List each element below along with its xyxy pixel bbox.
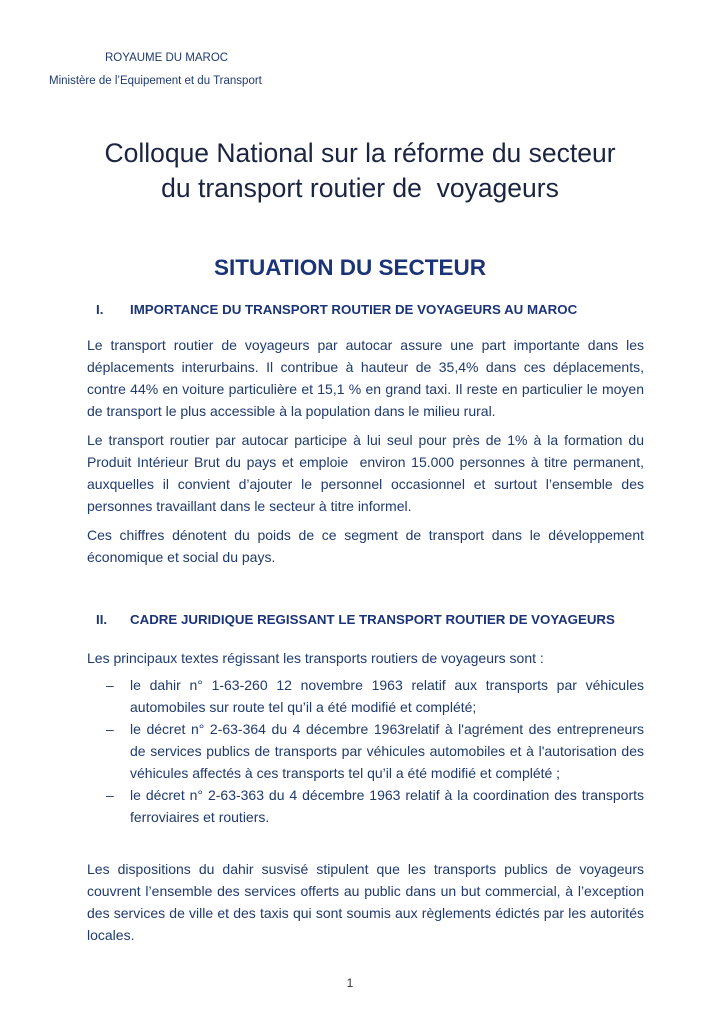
document-title-line1: Colloque National sur la réforme du secteur — [104, 138, 616, 168]
list-item-text: le décret n° 2-63-363 du 4 décembre 1963 relatif à la coordination des transports ferroviaires et routiers. — [130, 787, 644, 825]
section-1-heading — [96, 302, 577, 317]
section-title: SITUATION DU SECTEUR — [213, 255, 487, 280]
legal-texts-list — [100, 674, 644, 828]
list-item-text: le décret n° 2-63-364 du 4 décembre 1963relatif à l'agrément des entrepreneurs de services publics de transports par véhicules automobiles et à l'autorisation des véhicules affectés à ces transports tel qu’il a été modifié et complété ; — [130, 721, 644, 781]
section-1-heading-text: IMPORTANCE DU TRANSPORT ROUTIER DE VOYAGEURS AU MAROC — [130, 302, 578, 317]
section-2-number: II. — [96, 612, 108, 627]
list-item — [100, 674, 644, 718]
list-item-text: le dahir n° 1-63-260 12 novembre 1963 relatif aux transports par véhicules automobiles sur route tel qu’il a été modifié et complété; — [130, 677, 644, 715]
section-2-intro: Les principaux textes régissant les transports routiers de voyageurs sont : — [87, 650, 544, 666]
list-item — [100, 784, 644, 828]
document-title — [40, 136, 680, 206]
section-1-paragraph-3: Ces chiffres dénotent du poids de ce segment de transport dans le développement économique et social du pays. — [87, 527, 644, 565]
section-1-number: I. — [96, 302, 104, 317]
document-title-line2: du transport routier de voyageurs — [161, 173, 559, 203]
bullet-dash: – — [106, 787, 114, 803]
section-1-paragraph-2: Le transport routier par autocar participe à lui seul pour près de 1% à la formation du Produit Intérieur Brut du pays et emploie environ 15.000 personnes à titre permanent, auxquelles il convient d’ajouter le personnel occasionnel et surtout l’ensemble des personnes travaillant dans le secteur à titre informel. — [87, 432, 648, 514]
section-2-closing-paragraph: Les dispositions du dahir susvisé stipulent que les transports publics de voyageurs couvrent l’ensemble des services offerts au public dans un but commercial, à l’exception des services de ville et des taxis qui sont soumis aux règlements édictés par les autorités locales. — [87, 861, 644, 943]
header-kingdom: ROYAUME DU MAROC — [105, 52, 229, 64]
bullet-dash: – — [106, 677, 114, 693]
section-1-paragraph-1: Le transport routier de voyageurs par autocar assure une part importante dans les déplacements interurbains. Il contribue à hauteur de 35,4% dans ces déplacements, contre 44% en voiture particulière et 15,1 % en grand taxi. Il reste en particulier le moyen de transport le plus accessible à la population dans le milieu rural. — [87, 337, 644, 419]
bullet-dash: – — [106, 721, 114, 737]
page-number: 1 — [346, 976, 354, 990]
section-2-heading — [96, 612, 615, 627]
header-ministry: Ministère de l’Equipement et du Transport — [49, 75, 262, 87]
list-item — [100, 718, 644, 784]
section-2-heading-text: CADRE JURIDIQUE REGISSANT LE TRANSPORT ROUTIER DE VOYAGEURS — [130, 612, 615, 627]
